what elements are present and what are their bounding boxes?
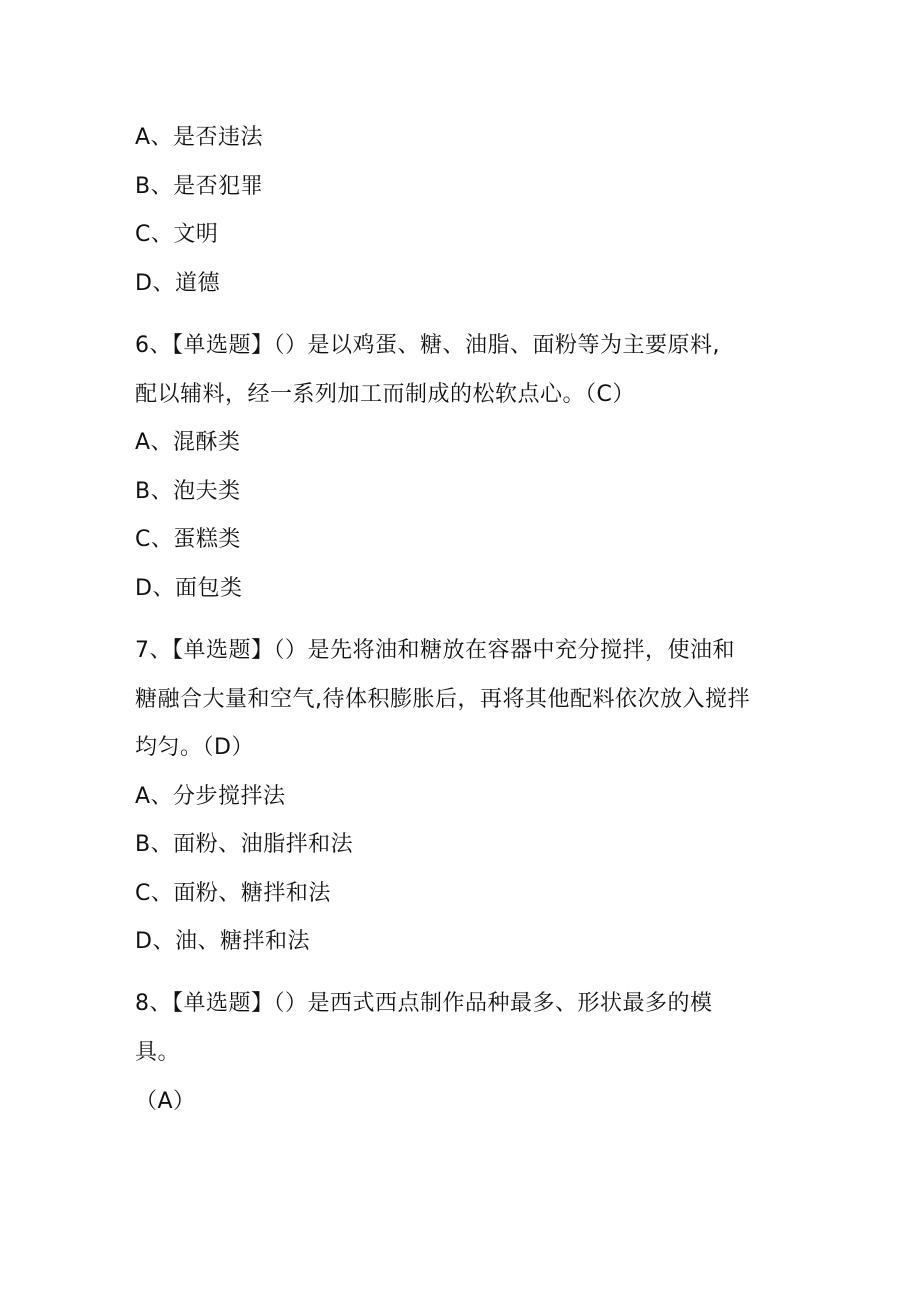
q6-option-a: A、混酥类 [135, 430, 241, 455]
q7-option-d: D、油、糖拌和法 [135, 929, 310, 954]
q6-option-d: D、面包类 [135, 576, 243, 601]
prev-option-d: D、道德 [135, 271, 220, 296]
q7-text-line-2: 糖融合大量和空气,待体积膨胀后，再将其他配料依次放入搅拌 [135, 687, 750, 712]
q7-option-b: B、面粉、油脂拌和法 [135, 832, 354, 857]
q7-option-c: C、面粉、糖拌和法 [135, 881, 331, 906]
q6-option-b: B、泡夫类 [135, 479, 241, 504]
q6-text-line-2: 配以辅料，经一系列加工而制成的松软点心。（C） [135, 382, 635, 407]
q6-text-line-1: 6、【单选题】（）是以鸡蛋、糖、油脂、面粉等为主要原料, [135, 333, 720, 358]
q8-text-line-1: 8、【单选题】（）是西式西点制作品种最多、形状最多的模 [135, 991, 713, 1016]
q8-text-line-2: 具。 [135, 1040, 181, 1065]
q8-answer: （A） [135, 1089, 196, 1114]
q7-option-a: A、分步搅拌法 [135, 784, 286, 809]
prev-option-b: B、是否犯罪 [135, 174, 264, 199]
q7-text-line-1: 7、【单选题】（）是先将油和糖放在容器中充分搅拌，使油和 [135, 638, 735, 663]
q6-option-c: C、蛋糕类 [135, 527, 241, 552]
prev-option-c: C、文明 [135, 222, 219, 247]
q7-text-line-3: 均匀。（D） [135, 735, 254, 760]
prev-option-a: A、是否违法 [135, 125, 264, 150]
